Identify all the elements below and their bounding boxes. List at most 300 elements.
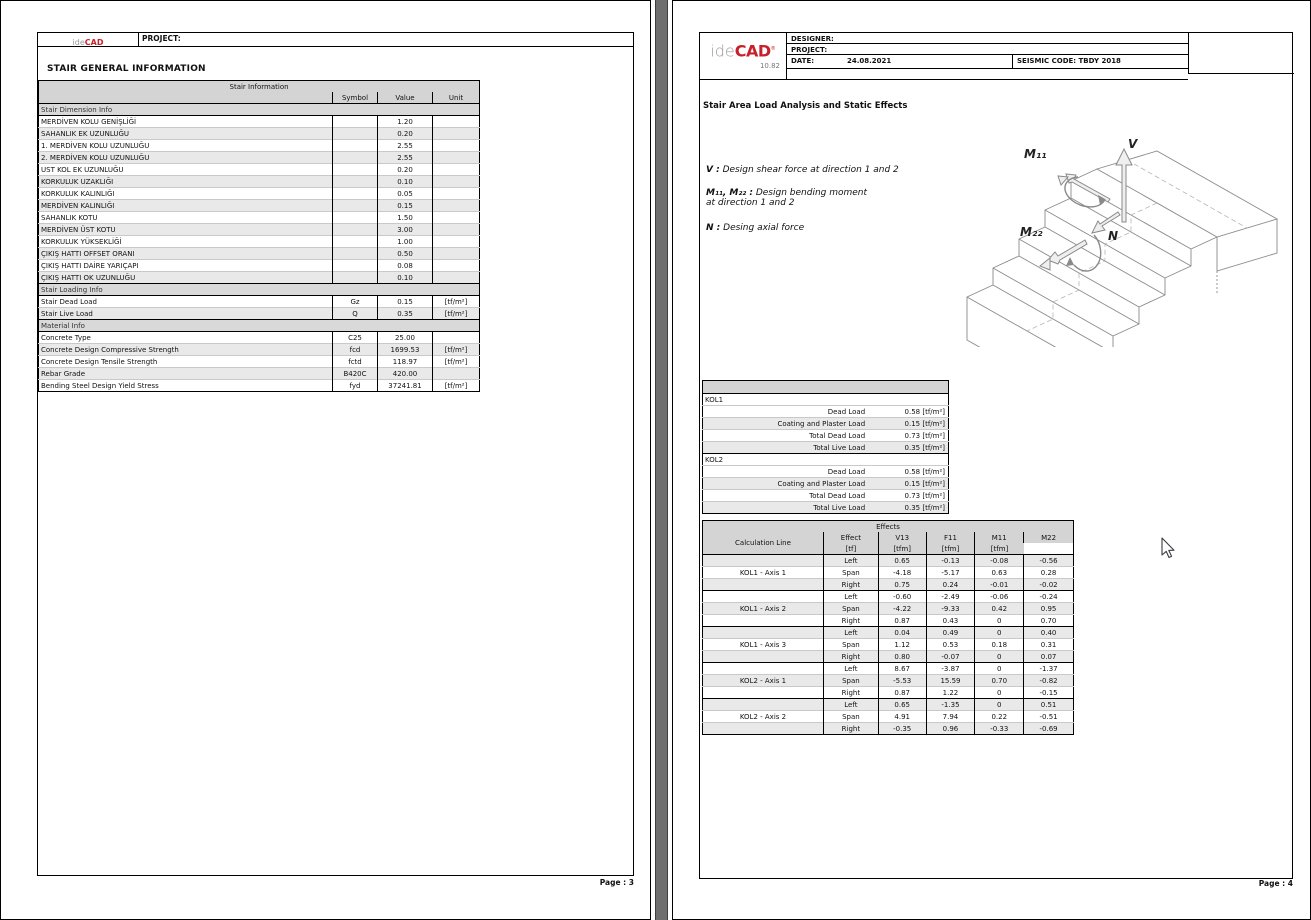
param-name-cell: ÇIKIŞ HATTI OFFSET ORANI — [39, 248, 333, 260]
f11-cell: -1.35 — [926, 699, 975, 711]
value-cell: 1.20 — [378, 116, 433, 128]
load-row — [703, 478, 949, 490]
v13-cell: 0.80 — [878, 651, 926, 663]
effect-location-cell: Left — [823, 663, 878, 675]
effect-location-cell: Right — [823, 579, 878, 591]
stair-3d-diagram — [962, 127, 1292, 347]
param-name-cell: 2. MERDİVEN KOLU UZUNLUĞU — [39, 152, 333, 164]
symbol-cell: fyd — [333, 380, 378, 392]
v13-cell: 4.91 — [878, 711, 926, 723]
load-value-cell: 0.35 [tf/m²] — [871, 442, 948, 454]
table-title: Stair Information — [39, 81, 480, 93]
symbol-cell: fcd — [333, 344, 378, 356]
value-cell: 0.50 — [378, 248, 433, 260]
load-row — [703, 406, 949, 418]
unit-cell — [433, 152, 480, 164]
table-row — [39, 356, 480, 368]
m11-cell: 0.18 — [975, 639, 1024, 651]
load-row — [703, 466, 949, 478]
calculation-line-cell: KOL2 - Axis 2 — [703, 711, 824, 723]
stair-isometric-drawing — [962, 127, 1292, 347]
seismic-code: SEISMIC CODE: TBDY 2018 — [1017, 57, 1121, 65]
param-name-cell: MERDİVEN ÜST KOTU — [39, 224, 333, 236]
load-name-cell: Total Dead Load — [703, 430, 872, 442]
m11-cell: 0 — [975, 699, 1024, 711]
effects-unit-cell: [tfm] — [926, 543, 975, 555]
value-cell: 2.55 — [378, 152, 433, 164]
m11-cell: 0.63 — [975, 567, 1024, 579]
unit-cell — [433, 164, 480, 176]
v13-cell: 0.87 — [878, 687, 926, 699]
effect-location-cell: Span — [823, 603, 878, 615]
table-row — [39, 344, 480, 356]
m22-cell: 0.31 — [1024, 639, 1074, 651]
logo-registered-mark: ® — [770, 46, 776, 52]
effects-data-row — [703, 675, 1074, 687]
m11-cell: -0.06 — [975, 591, 1024, 603]
m22-cell: 0.51 — [1024, 699, 1074, 711]
label-v: V — [1128, 137, 1138, 151]
value-cell: 0.15 — [378, 200, 433, 212]
m22-cell: 0.28 — [1024, 567, 1074, 579]
unit-cell — [433, 224, 480, 236]
kol-name: KOL1 — [703, 394, 949, 406]
table-row — [39, 188, 480, 200]
unit-cell — [433, 332, 480, 344]
m22-cell: 0.07 — [1024, 651, 1074, 663]
page-header-bar — [38, 33, 633, 47]
table-row — [39, 260, 480, 272]
table-row — [39, 296, 480, 308]
unit-cell — [433, 188, 480, 200]
load-name-cell: Total Live Load — [703, 442, 872, 454]
f11-cell: 0.49 — [926, 627, 975, 639]
unit-cell — [433, 116, 480, 128]
section-title: Stair Dimension Info — [39, 104, 480, 116]
unit-cell — [433, 368, 480, 380]
unit-cell — [433, 212, 480, 224]
m11-cell: 0.42 — [975, 603, 1024, 615]
unit-cell — [433, 260, 480, 272]
unit-cell — [433, 140, 480, 152]
table-row — [39, 380, 480, 392]
load-value-cell: 0.15 [tf/m²] — [871, 418, 948, 430]
table-row — [39, 200, 480, 212]
load-name-cell: Coating and Plaster Load — [703, 478, 872, 490]
param-name-cell: Concrete Design Tensile Strength — [39, 356, 333, 368]
value-cell: 3.00 — [378, 224, 433, 236]
table-row — [39, 176, 480, 188]
load-value-cell: 0.15 [tf/m²] — [871, 478, 948, 490]
value-header: Value — [378, 92, 433, 104]
desc-m: Design bending moment — [755, 188, 868, 198]
value-cell: 2.55 — [378, 140, 433, 152]
unit-cell: [tf/m²] — [433, 356, 480, 368]
effect-location-cell: Span — [823, 675, 878, 687]
value-cell: 37241.81 — [378, 380, 433, 392]
load-value-cell: 0.58 [tf/m²] — [871, 406, 948, 418]
f11-cell: 0.24 — [926, 579, 975, 591]
value-cell: 0.08 — [378, 260, 433, 272]
cell-divider — [1012, 55, 1013, 68]
param-name-cell: Concrete Design Compressive Strength — [39, 344, 333, 356]
v13-cell: 1.12 — [878, 639, 926, 651]
effects-data-row — [703, 711, 1074, 723]
f11-cell: -0.13 — [926, 555, 975, 567]
page-number: Page : 4 — [1258, 879, 1293, 888]
calculation-line-cell — [703, 579, 824, 591]
label-m11: M₁₁ — [1024, 147, 1047, 161]
m11-cell: -0.33 — [975, 723, 1024, 735]
kol-name-row — [703, 394, 949, 406]
unit-cell: [tf/m²] — [433, 296, 480, 308]
symbol-cell — [333, 188, 378, 200]
effect-location-cell: Left — [823, 555, 878, 567]
effects-data-row — [703, 579, 1074, 591]
param-name-cell: ÇIKIŞ HATTI OK UZUNLUĞU — [39, 272, 333, 284]
param-name-cell: Stair Dead Load — [39, 296, 333, 308]
page-gap — [651, 0, 672, 920]
f11-cell: 7.94 — [926, 711, 975, 723]
v13-cell: -0.35 — [878, 723, 926, 735]
load-row — [703, 418, 949, 430]
symbol-cell: B420C — [333, 368, 378, 380]
v13-cell: 0.04 — [878, 627, 926, 639]
m22-cell: -0.56 — [1024, 555, 1074, 567]
section-row — [39, 284, 480, 296]
effects-data-row — [703, 663, 1074, 675]
table-row — [39, 116, 480, 128]
designer-row — [787, 33, 1188, 44]
section-title: Stair Loading Info — [39, 284, 480, 296]
page-number: Page : 3 — [599, 878, 634, 887]
value-cell: 0.35 — [378, 308, 433, 320]
calculation-line-header: Calculation Line — [703, 532, 824, 555]
calculation-line-cell: KOL1 - Axis 3 — [703, 639, 824, 651]
effect-location-cell: Left — [823, 699, 878, 711]
param-name-cell: Concrete Type — [39, 332, 333, 344]
term-n: N : — [706, 223, 721, 233]
m22-cell: -0.51 — [1024, 711, 1074, 723]
effect-location-cell: Span — [823, 567, 878, 579]
m11-cell: 0 — [975, 663, 1024, 675]
table-title-row — [39, 81, 480, 93]
value-cell: 420.00 — [378, 368, 433, 380]
empty-row — [787, 69, 1188, 80]
load-row — [703, 502, 949, 514]
symbol-cell: fctd — [333, 356, 378, 368]
table-row — [39, 140, 480, 152]
effects-data-row — [703, 639, 1074, 651]
unit-cell: [tf/m²] — [433, 344, 480, 356]
effects-header-cell: M22 — [1024, 532, 1074, 543]
project-label: PROJECT: — [142, 34, 181, 43]
effects-header-cell: F11 — [926, 532, 975, 543]
table-row — [39, 164, 480, 176]
effect-location-cell: Span — [823, 711, 878, 723]
effects-header-cell: Effect — [823, 532, 878, 543]
value-cell: 1.00 — [378, 236, 433, 248]
v13-cell: 0.65 — [878, 699, 926, 711]
load-name-cell: Total Dead Load — [703, 490, 872, 502]
m11-cell: 0.22 — [975, 711, 1024, 723]
kol-name-row — [703, 454, 949, 466]
table-row — [39, 128, 480, 140]
value-cell: 0.15 — [378, 296, 433, 308]
effects-data-row — [703, 567, 1074, 579]
load-value-cell: 0.35 [tf/m²] — [871, 502, 948, 514]
symbol-cell: Q — [333, 308, 378, 320]
param-name-cell: KORKULUK KALINLIĞI — [39, 188, 333, 200]
param-name-cell: Rebar Grade — [39, 368, 333, 380]
f11-cell: -9.33 — [926, 603, 975, 615]
desc-n: Desing axial force — [723, 223, 805, 233]
v13-cell: 0.65 — [878, 555, 926, 567]
effects-title: Effects — [703, 521, 1074, 533]
param-name-cell: SAHANLIK KOTU — [39, 212, 333, 224]
m11-cell: 0 — [975, 627, 1024, 639]
table-row — [39, 236, 480, 248]
table-row — [39, 224, 480, 236]
page-title: Stair Area Load Analysis and Static Effects — [703, 101, 908, 111]
logo-text-ide: ide — [710, 41, 735, 61]
f11-cell: 15.59 — [926, 675, 975, 687]
desc-m-line2: at direction 1 and 2 — [706, 198, 795, 208]
unit-cell: [tf/m²] — [433, 380, 480, 392]
load-table-header-row — [703, 381, 949, 394]
idecad-logo — [700, 33, 787, 80]
report-page-4 — [672, 0, 1311, 920]
effects-title-row — [703, 521, 1074, 533]
project-row — [787, 44, 1188, 55]
unit-header: Unit — [433, 92, 480, 104]
definition-n — [706, 223, 804, 233]
load-value-cell: 0.73 [tf/m²] — [871, 490, 948, 502]
value-cell: 118.97 — [378, 356, 433, 368]
table-row — [39, 212, 480, 224]
param-name-cell: Stair Live Load — [39, 308, 333, 320]
calculation-line-cell — [703, 663, 824, 675]
empty-header-cell — [39, 92, 333, 104]
f11-cell: -2.49 — [926, 591, 975, 603]
calculation-line-cell — [703, 627, 824, 639]
f11-cell: 0.96 — [926, 723, 975, 735]
value-cell: 0.10 — [378, 272, 433, 284]
symbol-cell — [333, 248, 378, 260]
effects-data-row — [703, 699, 1074, 711]
calculation-line-cell — [703, 687, 824, 699]
value-cell: 25.00 — [378, 332, 433, 344]
effects-data-row — [703, 555, 1074, 567]
m22-cell: -0.82 — [1024, 675, 1074, 687]
section-title: Material Info — [39, 320, 480, 332]
symbol-cell — [333, 116, 378, 128]
unit-cell — [433, 272, 480, 284]
m11-cell: 0 — [975, 651, 1024, 663]
symbol-cell — [333, 128, 378, 140]
m22-cell: 0.40 — [1024, 627, 1074, 639]
effect-location-cell: Right — [823, 723, 878, 735]
symbol-cell: Gz — [333, 296, 378, 308]
idecad-logo — [38, 33, 139, 46]
mouse-cursor — [1158, 536, 1176, 560]
v13-cell: 8.67 — [878, 663, 926, 675]
label-n: N — [1108, 229, 1119, 243]
unit-cell — [433, 248, 480, 260]
param-name-cell: KORKULUK YÜKSEKLİĞİ — [39, 236, 333, 248]
effect-location-cell: Span — [823, 639, 878, 651]
date-value: 24.08.2021 — [847, 57, 892, 65]
effects-header-cell: M11 — [975, 532, 1024, 543]
column-header-row — [39, 92, 480, 104]
effects-data-row — [703, 603, 1074, 615]
param-name-cell: MERDİVEN KOLU GENİŞLİĞİ — [39, 116, 333, 128]
v13-cell: 0.75 — [878, 579, 926, 591]
f11-cell: 0.53 — [926, 639, 975, 651]
designer-label: DESIGNER: — [791, 35, 834, 43]
param-name-cell: 1. MERDİVEN KOLU UZUNLUĞU — [39, 140, 333, 152]
symbol-cell — [333, 236, 378, 248]
param-name-cell: KORKULUK UZAKLIĞI — [39, 176, 333, 188]
term-v: V : — [706, 165, 720, 175]
table-row — [39, 152, 480, 164]
project-label: PROJECT: — [791, 46, 828, 54]
page-content-frame — [699, 32, 1293, 879]
m22-cell: 0.70 — [1024, 615, 1074, 627]
effects-header-row-1 — [703, 532, 1074, 543]
calculation-line-cell — [703, 723, 824, 735]
effect-location-cell: Left — [823, 591, 878, 603]
report-page-3 — [0, 0, 651, 920]
stair-information-table — [38, 80, 480, 392]
logo-text-cad: CAD — [734, 41, 771, 61]
load-name-cell: Dead Load — [703, 466, 872, 478]
effects-data-row — [703, 615, 1074, 627]
m22-cell: -0.02 — [1024, 579, 1074, 591]
table-row — [39, 368, 480, 380]
m22-cell: -0.15 — [1024, 687, 1074, 699]
table-row — [39, 248, 480, 260]
value-cell: 1.50 — [378, 212, 433, 224]
value-cell: 0.20 — [378, 164, 433, 176]
calculation-line-cell: KOL1 - Axis 1 — [703, 567, 824, 579]
unit-cell — [433, 236, 480, 248]
symbol-cell — [333, 212, 378, 224]
definition-v — [706, 165, 899, 175]
date-row — [787, 55, 1188, 69]
effects-data-row — [703, 651, 1074, 663]
load-name-cell: Total Live Load — [703, 502, 872, 514]
term-m: M₁₁, M₂₂ : — [706, 188, 753, 198]
table-row — [39, 332, 480, 344]
symbol-cell — [333, 200, 378, 212]
calculation-line-cell — [703, 651, 824, 663]
effects-data-row — [703, 687, 1074, 699]
load-row — [703, 430, 949, 442]
table-row — [39, 272, 480, 284]
m22-cell: -0.24 — [1024, 591, 1074, 603]
symbol-cell — [333, 224, 378, 236]
symbol-cell — [333, 152, 378, 164]
unit-cell: [tf/m²] — [433, 308, 480, 320]
calculation-line-cell — [703, 615, 824, 627]
unit-cell — [433, 128, 480, 140]
symbol-cell: C25 — [333, 332, 378, 344]
param-name-cell: ÇIKIŞ HATTI DAİRE YARIÇAPI — [39, 260, 333, 272]
param-name-cell: SAHANLIK EK UZUNLUĞU — [39, 128, 333, 140]
v13-cell: -4.18 — [878, 567, 926, 579]
param-name-cell: Bending Steel Design Yield Stress — [39, 380, 333, 392]
v13-cell: -4.22 — [878, 603, 926, 615]
symbol-cell — [333, 164, 378, 176]
page-header-table — [700, 33, 1294, 80]
calculation-line-cell — [703, 555, 824, 567]
m11-cell: 0 — [975, 687, 1024, 699]
symbol-cell — [333, 140, 378, 152]
section-row — [39, 104, 480, 116]
calculation-line-cell: KOL2 - Axis 1 — [703, 675, 824, 687]
calculation-line-cell: KOL1 - Axis 2 — [703, 603, 824, 615]
load-name-cell: Coating and Plaster Load — [703, 418, 872, 430]
v13-cell: -0.60 — [878, 591, 926, 603]
effect-location-cell: Right — [823, 687, 878, 699]
unit-cell — [433, 200, 480, 212]
effects-unit-cell: [tfm] — [975, 543, 1024, 555]
load-value-cell: 0.58 [tf/m²] — [871, 466, 948, 478]
desc-v: Design shear force at direction 1 and 2 — [722, 165, 899, 175]
effects-data-row — [703, 723, 1074, 735]
m22-cell: 0.95 — [1024, 603, 1074, 615]
symbol-cell — [333, 176, 378, 188]
load-row — [703, 490, 949, 502]
effects-data-row — [703, 627, 1074, 639]
load-name-cell: Dead Load — [703, 406, 872, 418]
symbol-header: Symbol — [333, 92, 378, 104]
effects-header-cell: V13 — [878, 532, 926, 543]
unit-cell — [433, 176, 480, 188]
effects-data-row — [703, 591, 1074, 603]
f11-cell: 0.43 — [926, 615, 975, 627]
page-content-frame — [37, 32, 634, 876]
effect-location-cell: Left — [823, 627, 878, 639]
definition-m — [706, 188, 867, 208]
effects-unit-cell: [tfm] — [878, 543, 926, 555]
date-label: DATE: — [791, 57, 815, 65]
param-name-cell: UST KOL EK UZUNLUĞU — [39, 164, 333, 176]
effects-table — [702, 520, 1074, 735]
effect-location-cell: Right — [823, 651, 878, 663]
m22-cell: -1.37 — [1024, 663, 1074, 675]
header-empty-cell — [1188, 33, 1294, 74]
m11-cell: -0.08 — [975, 555, 1024, 567]
effects-unit-cell: [tf] — [823, 543, 878, 555]
f11-cell: 1.22 — [926, 687, 975, 699]
m11-cell: -0.01 — [975, 579, 1024, 591]
calculation-line-cell — [703, 591, 824, 603]
value-cell: 0.20 — [378, 128, 433, 140]
section-row — [39, 320, 480, 332]
f11-cell: -0.07 — [926, 651, 975, 663]
page-title: STAIR GENERAL INFORMATION — [47, 64, 206, 74]
m22-cell: -0.69 — [1024, 723, 1074, 735]
param-name-cell: MERDİVEN KALINLIĞI — [39, 200, 333, 212]
value-cell: 0.10 — [378, 176, 433, 188]
value-cell: 0.05 — [378, 188, 433, 200]
m11-cell: 0.70 — [975, 675, 1024, 687]
value-cell: 1699.53 — [378, 344, 433, 356]
v13-cell: 0.87 — [878, 615, 926, 627]
effect-location-cell: Right — [823, 615, 878, 627]
